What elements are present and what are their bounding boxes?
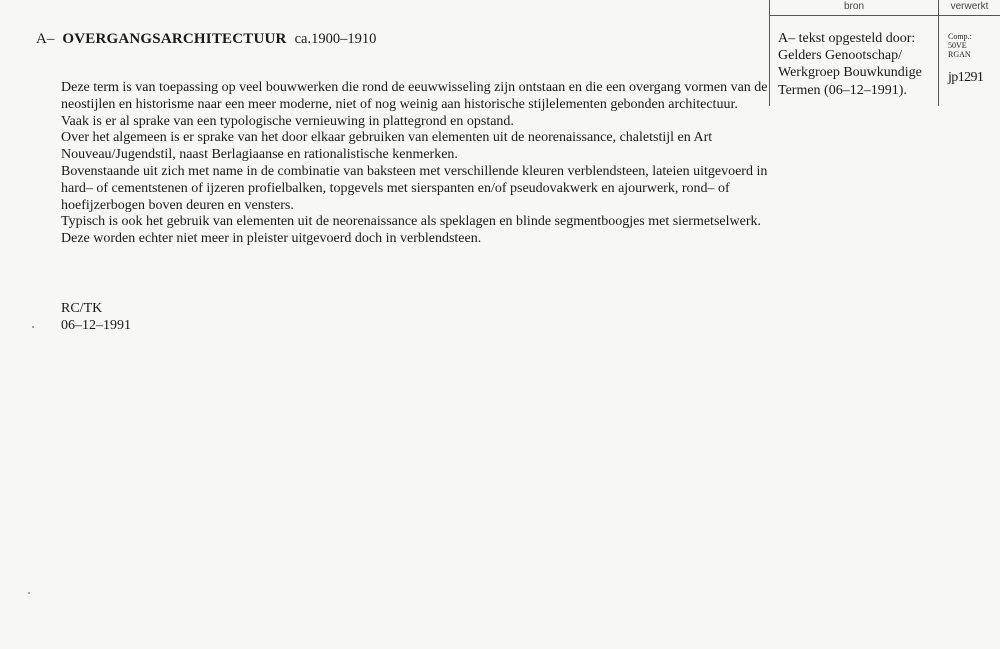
paragraph: Vaak is er al sprake van een typologische vernieuwing in plattegrond en opstand. xyxy=(61,113,514,129)
paragraph: Over het algemeen is er sprake van het door elkaar gebruiken van elementen uit de neorenaissance, chaletstijl en Art Nouveau/Jugendstil, naast Berlagiaanse en rationalistische kenmerken. xyxy=(61,130,713,163)
source-line: Werkgroep Bouwkundige xyxy=(778,65,922,81)
paragraph: Bovenstaande uit zich met name in de combinatie van baksteen met verschillende kleuren verblendsteen, lateien uitgevoerd in hard– of cementstenen of ijzeren profielbalken, topgevels met sierspanten en/of pseudovakwerk en ajourwerk, rond– of hoefijzerbogen boven deuren en vensters. xyxy=(61,163,768,213)
reference-box xyxy=(769,0,1000,106)
reference-box-header xyxy=(770,0,1000,16)
processed-code: jp1291 xyxy=(948,70,984,85)
document-body xyxy=(61,80,781,248)
column-header-processed: verwerkt xyxy=(950,1,989,12)
heading-prefix: A– xyxy=(36,31,55,47)
source-line: Termen (06–12–1991). xyxy=(778,82,907,98)
signature-date: 06–12–1991 xyxy=(61,318,131,333)
paragraph: Typisch is ook het gebruik van elementen uit de neorenaissance als speklagen en blinde segmentboogjes met siermetselwerk. Deze worden echter niet meer in pleister uitgevoerd doch in verblendsteen. xyxy=(61,214,761,247)
signature-block xyxy=(61,300,131,334)
scan-speck xyxy=(32,326,34,328)
column-header-source: bron xyxy=(843,1,864,12)
processed-org: RGAN xyxy=(948,50,971,59)
processed-stamp xyxy=(948,32,1000,86)
paragraph: Deze term is van toepassing op veel bouwwerken die rond de eeuwwisseling zijn ontstaan en die een overgang vormen van de neostijlen en historisme naar een meer moderne, niet of nog weinig aan historische stijlelementen gebonden architectuur. xyxy=(61,80,768,112)
source-text xyxy=(778,30,936,99)
source-line: Gelders Genootschap/ xyxy=(778,48,903,64)
scan-speck xyxy=(28,592,30,594)
processed-comp-label: Comp.: xyxy=(948,32,972,41)
processed-comp-code: 50VE xyxy=(948,41,967,50)
signature-initials: RC/TK xyxy=(61,301,103,316)
heading-title: OVERGANGSARCHITECTUUR xyxy=(62,31,287,47)
source-line: A– tekst opgesteld door: xyxy=(778,31,916,46)
heading-period: ca.1900–1910 xyxy=(294,31,377,47)
document-heading xyxy=(36,30,376,48)
column-divider xyxy=(938,0,939,106)
